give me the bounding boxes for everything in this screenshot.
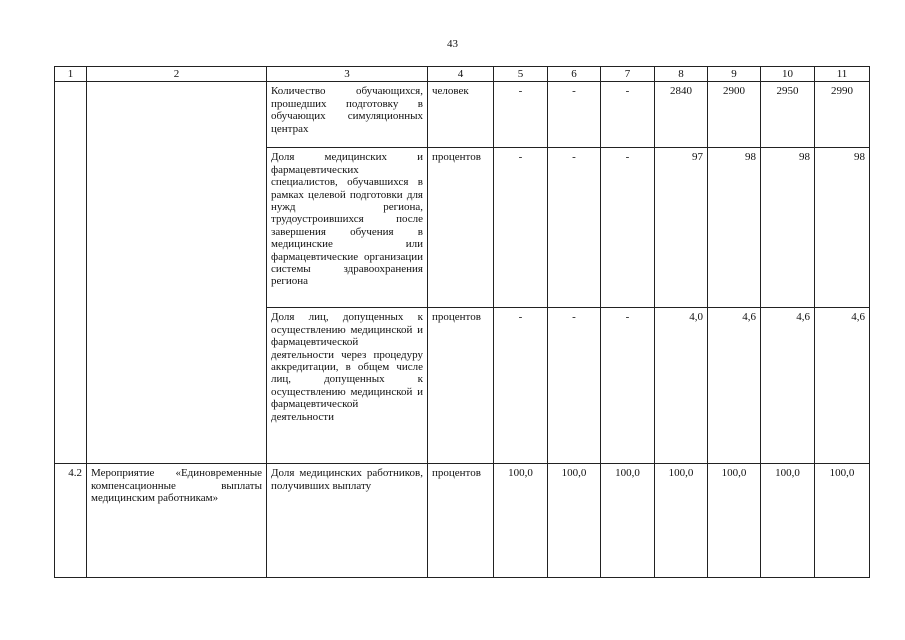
value-cell: - xyxy=(494,82,548,148)
number-cell xyxy=(55,82,87,464)
table-header-row xyxy=(55,67,870,82)
value-cell: 100,0 xyxy=(548,464,601,578)
column-header: 1 xyxy=(55,67,87,82)
value-cell: 97 xyxy=(655,148,708,308)
measure-cell: Мероприятие «Единовременные компенсационные выплаты медицинским работникам» xyxy=(87,464,267,578)
value-cell: - xyxy=(548,82,601,148)
table-row xyxy=(55,464,870,578)
value-cell: 2990 xyxy=(815,82,870,148)
value-cell: 100,0 xyxy=(494,464,548,578)
value-cell: 98 xyxy=(708,148,761,308)
unit-cell: процентов xyxy=(428,464,494,578)
value-cell: - xyxy=(548,308,601,464)
indicator-cell: Доля лиц, допущенных к осуществлению медицинской и фармацевтической деятельности через процедуру аккредитации, в общем числе лиц, допущенных к осуществлению медицинской и фармацевтической деятельности xyxy=(267,308,428,464)
value-cell: 4,6 xyxy=(708,308,761,464)
column-header: 4 xyxy=(428,67,494,82)
number-cell: 4.2 xyxy=(55,464,87,578)
value-cell: - xyxy=(494,148,548,308)
column-header: 6 xyxy=(548,67,601,82)
value-cell: 4,0 xyxy=(655,308,708,464)
value-cell: 100,0 xyxy=(601,464,655,578)
unit-cell: человек xyxy=(428,82,494,148)
indicator-cell: Доля медицинских работников, получивших выплату xyxy=(267,464,428,578)
column-header: 10 xyxy=(761,67,815,82)
column-header: 7 xyxy=(601,67,655,82)
indicators-table xyxy=(54,66,870,578)
page-number: 43 xyxy=(447,38,458,50)
column-header: 2 xyxy=(87,67,267,82)
value-cell: - xyxy=(601,308,655,464)
column-header: 11 xyxy=(815,67,870,82)
value-cell: - xyxy=(601,148,655,308)
indicator-cell: Количество обучающихся, прошедших подготовку в обучающих симуляционных центрах xyxy=(267,82,428,148)
value-cell: 98 xyxy=(815,148,870,308)
unit-cell: процентов xyxy=(428,308,494,464)
column-header: 9 xyxy=(708,67,761,82)
value-cell: 2950 xyxy=(761,82,815,148)
column-header: 3 xyxy=(267,67,428,82)
column-header: 5 xyxy=(494,67,548,82)
indicator-cell: Доля медицинских и фармацевтических специалистов, обучавшихся в рамках целевой подготовки для нужд региона, трудоустроившихся после завершения обучения в медицинские или фармацевтические организации системы здравоохранения региона xyxy=(267,148,428,308)
value-cell: - xyxy=(494,308,548,464)
unit-cell: процентов xyxy=(428,148,494,308)
value-cell: 4,6 xyxy=(761,308,815,464)
value-cell: 4,6 xyxy=(815,308,870,464)
value-cell: 2900 xyxy=(708,82,761,148)
value-cell: 100,0 xyxy=(815,464,870,578)
value-cell: 100,0 xyxy=(655,464,708,578)
table-row xyxy=(55,82,870,148)
column-header: 8 xyxy=(655,67,708,82)
value-cell: 100,0 xyxy=(708,464,761,578)
measure-cell xyxy=(87,82,267,464)
value-cell: 98 xyxy=(761,148,815,308)
value-cell: - xyxy=(601,82,655,148)
value-cell: 2840 xyxy=(655,82,708,148)
value-cell: 100,0 xyxy=(761,464,815,578)
value-cell: - xyxy=(548,148,601,308)
